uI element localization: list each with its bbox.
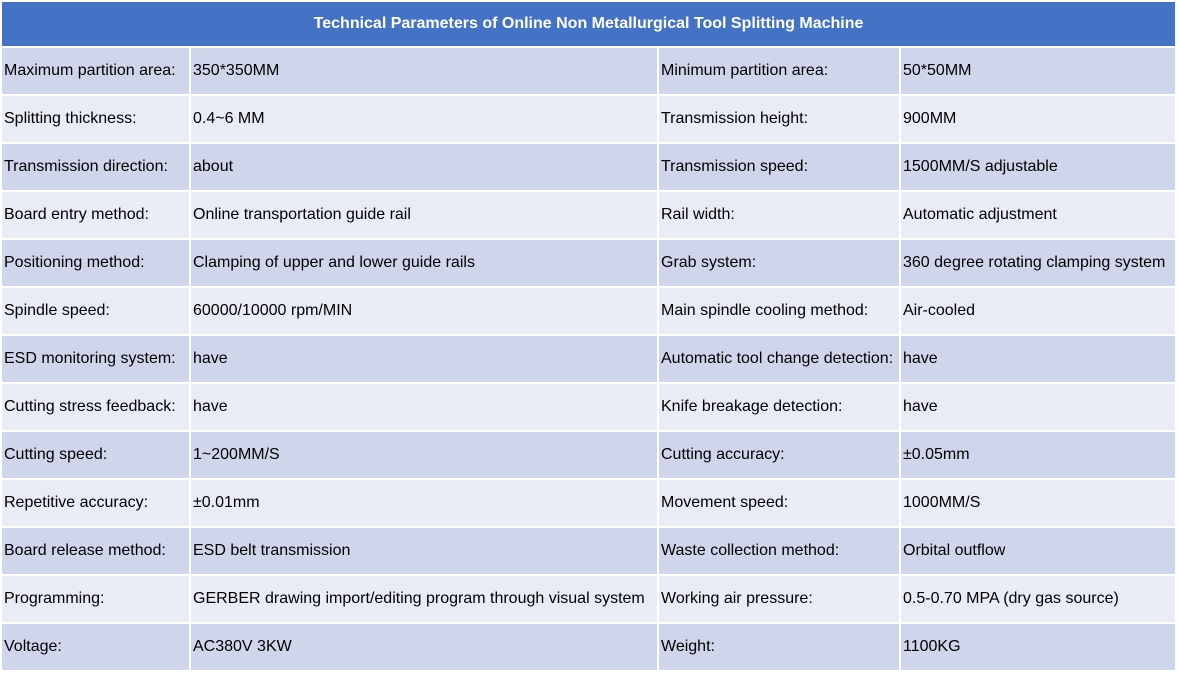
param-label: Cutting speed: (2, 432, 189, 478)
param-value: 1000MM/S (901, 480, 1175, 526)
param-label: Movement speed: (659, 480, 899, 526)
table-row (2, 48, 1175, 94)
param-value: GERBER drawing import/editing program through visual system (191, 576, 657, 622)
param-value: AC380V 3KW (191, 624, 657, 670)
param-value: about (191, 144, 657, 190)
param-label: Automatic tool change detection: (659, 336, 899, 382)
param-value: 360 degree rotating clamping system (901, 240, 1175, 286)
param-value: 0.5-0.70 MPA (dry gas source) (901, 576, 1175, 622)
param-label: Main spindle cooling method: (659, 288, 899, 334)
table-row (2, 192, 1175, 238)
param-label: Spindle speed: (2, 288, 189, 334)
param-label: Transmission direction: (2, 144, 189, 190)
param-label: Board entry method: (2, 192, 189, 238)
param-label: Programming: (2, 576, 189, 622)
param-value: have (901, 384, 1175, 430)
param-label: Maximum partition area: (2, 48, 189, 94)
table-row (2, 288, 1175, 334)
param-label: Transmission height: (659, 96, 899, 142)
table-row (2, 336, 1175, 382)
param-value: Orbital outflow (901, 528, 1175, 574)
table-row (2, 240, 1175, 286)
param-value: 900MM (901, 96, 1175, 142)
param-label: Board release method: (2, 528, 189, 574)
param-label: Transmission speed: (659, 144, 899, 190)
param-label: Knife breakage detection: (659, 384, 899, 430)
param-value: Clamping of upper and lower guide rails (191, 240, 657, 286)
param-value: 1~200MM/S (191, 432, 657, 478)
param-label: Rail width: (659, 192, 899, 238)
param-label: Minimum partition area: (659, 48, 899, 94)
table-row (2, 480, 1175, 526)
param-label: Weight: (659, 624, 899, 670)
param-label: Grab system: (659, 240, 899, 286)
table-row (2, 96, 1175, 142)
param-label: Repetitive accuracy: (2, 480, 189, 526)
param-value: 60000/10000 rpm/MIN (191, 288, 657, 334)
param-value: ±0.01mm (191, 480, 657, 526)
param-value: Air-cooled (901, 288, 1175, 334)
param-value: 1100KG (901, 624, 1175, 670)
param-value: 50*50MM (901, 48, 1175, 94)
param-value: ±0.05mm (901, 432, 1175, 478)
param-label: ESD monitoring system: (2, 336, 189, 382)
param-label: Cutting accuracy: (659, 432, 899, 478)
table-row (2, 384, 1175, 430)
param-label: Splitting thickness: (2, 96, 189, 142)
param-value: have (191, 336, 657, 382)
param-value: have (191, 384, 657, 430)
table-row (2, 144, 1175, 190)
table-row (2, 432, 1175, 478)
table-row (2, 624, 1175, 670)
param-value: have (901, 336, 1175, 382)
param-label: Working air pressure: (659, 576, 899, 622)
param-value: 1500MM/S adjustable (901, 144, 1175, 190)
param-value: Automatic adjustment (901, 192, 1175, 238)
param-label: Waste collection method: (659, 528, 899, 574)
param-value: 0.4~6 MM (191, 96, 657, 142)
param-value: Online transportation guide rail (191, 192, 657, 238)
table-row (2, 576, 1175, 622)
param-label: Voltage: (2, 624, 189, 670)
table-title: Technical Parameters of Online Non Metallurgical Tool Splitting Machine (2, 2, 1175, 46)
param-label: Positioning method: (2, 240, 189, 286)
param-label: Cutting stress feedback: (2, 384, 189, 430)
param-value: ESD belt transmission (191, 528, 657, 574)
param-value: 350*350MM (191, 48, 657, 94)
table-row (2, 528, 1175, 574)
